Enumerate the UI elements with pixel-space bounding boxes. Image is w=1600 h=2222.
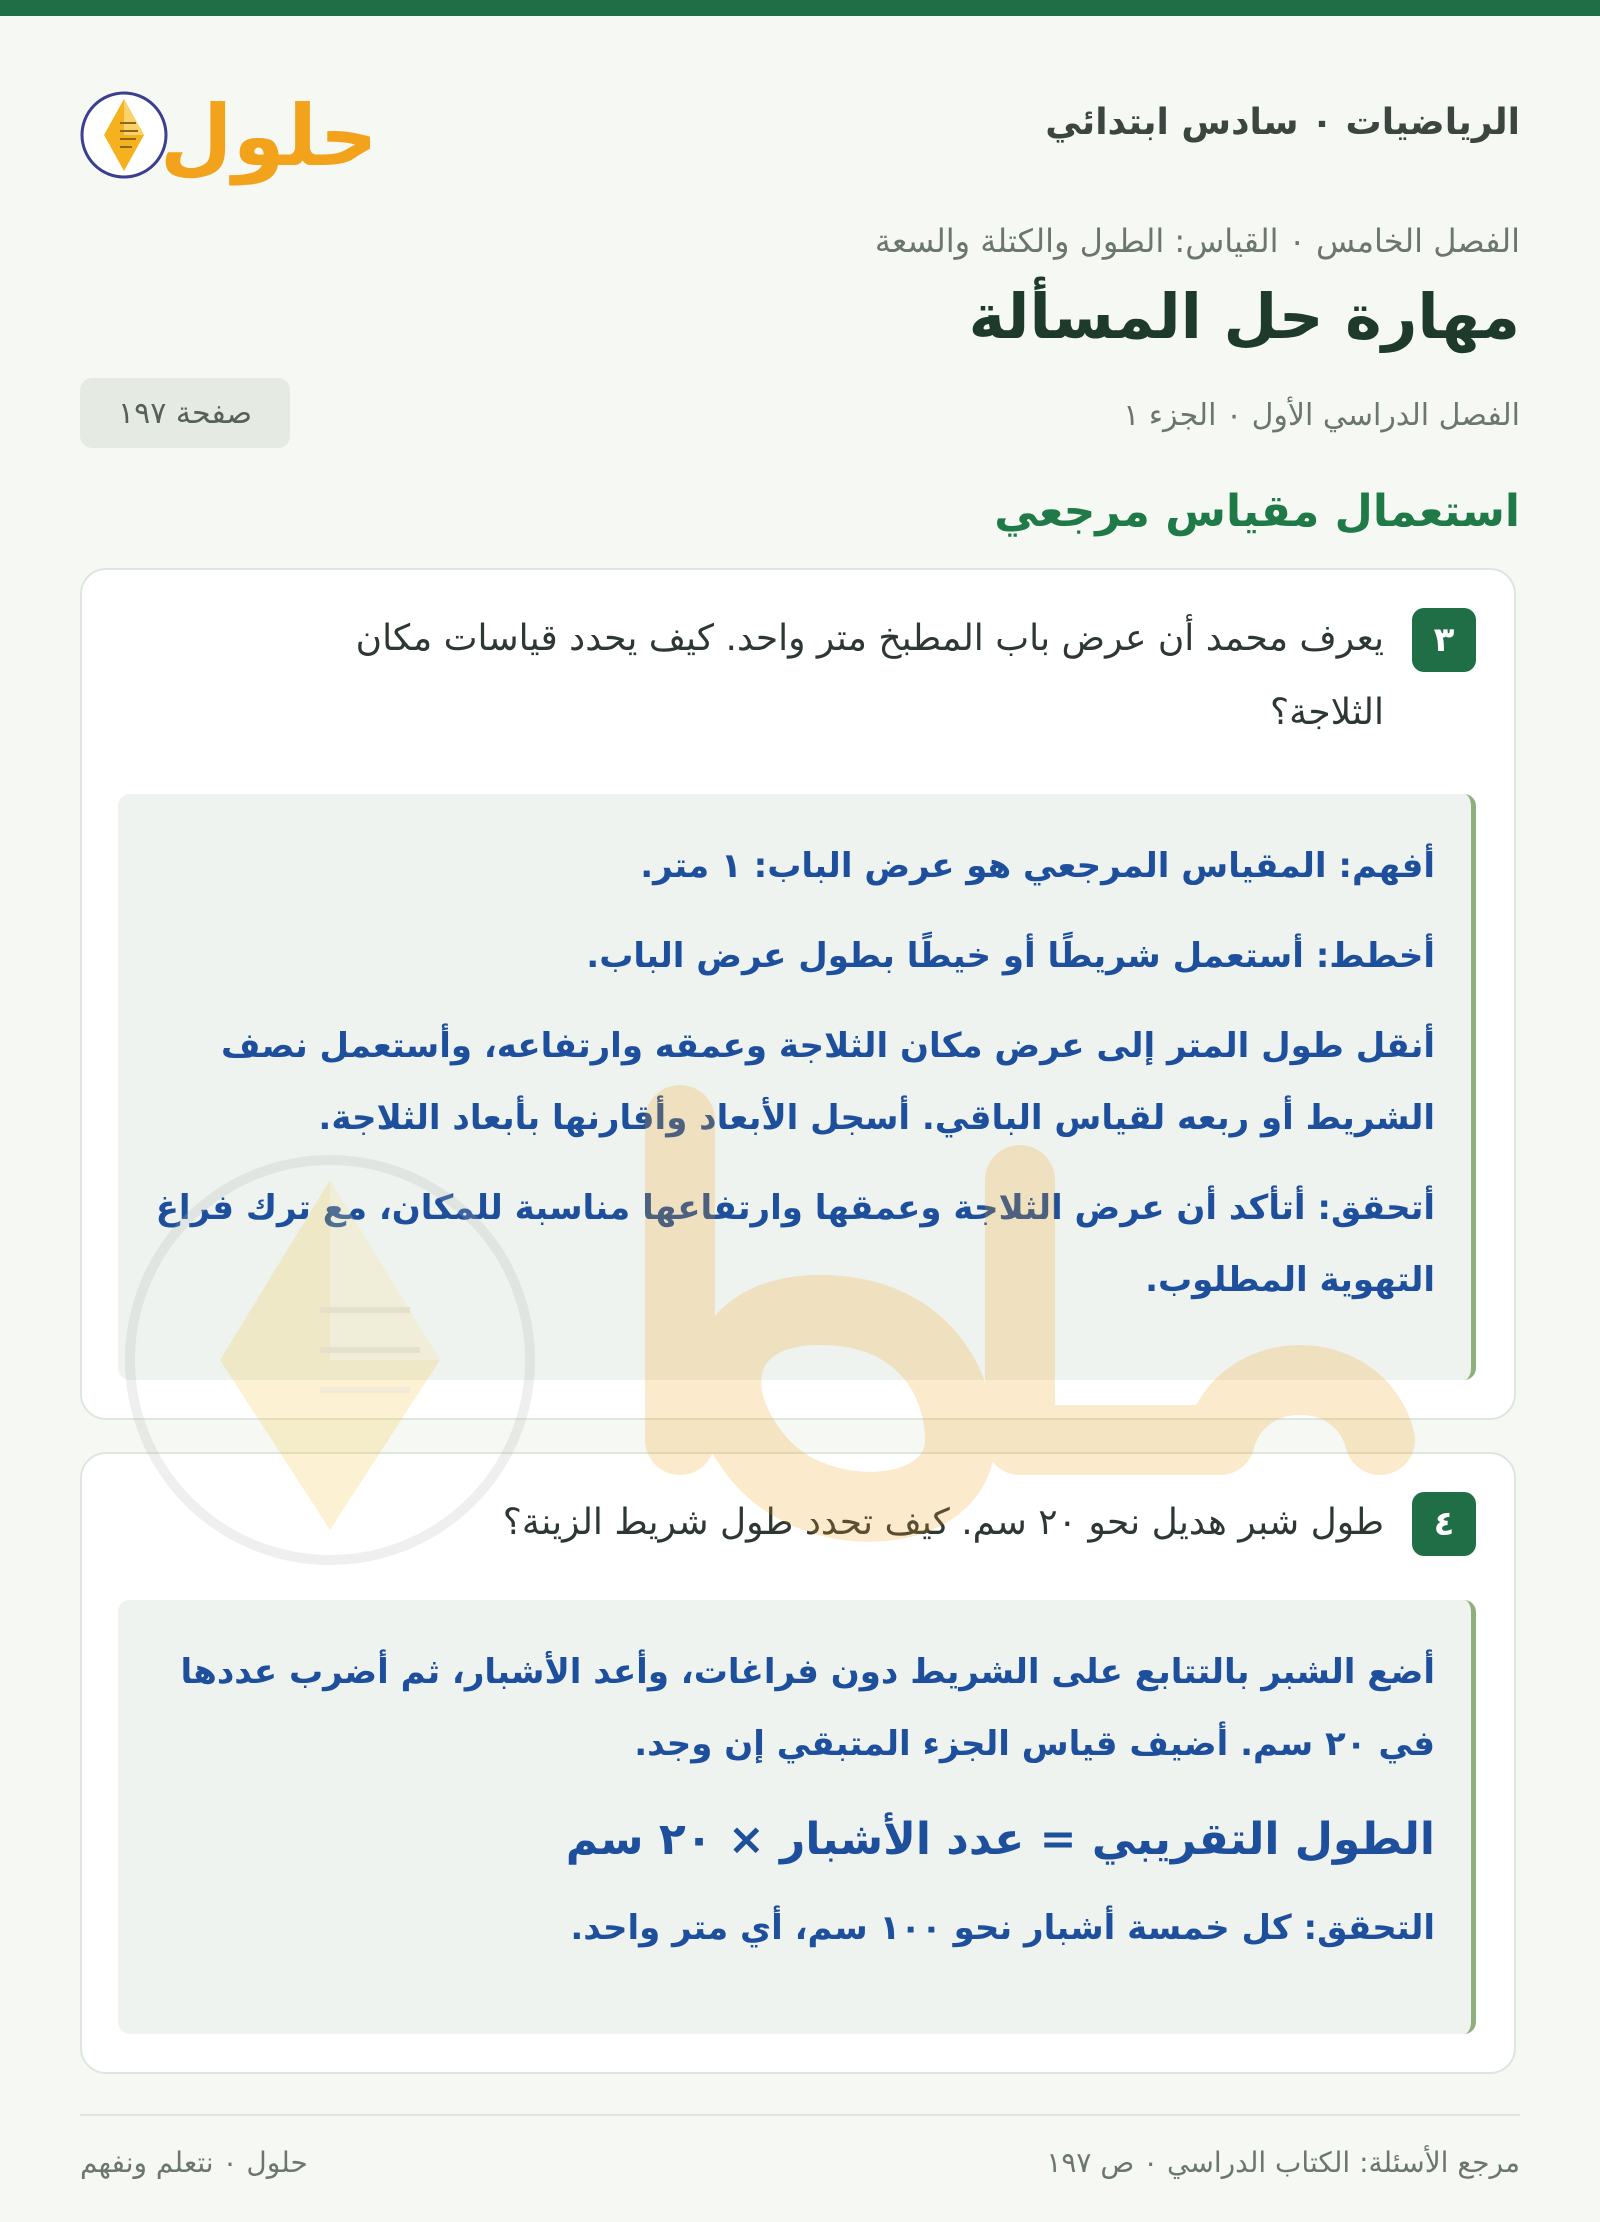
answer-method: أضع الشبر بالتتابع على الشريط دون فراغات، وأعد الأشبار، ثم أضرب عددها في ٢٠ سم. أضيف قياس الجزء المتبقي إن وجد. xyxy=(180,1652,1435,1764)
answer-solve: أنقل طول المتر إلى عرض مكان الثلاجة وعمقه وارتفاعه، وأستعمل نصف الشريط أو ربعه لقياس الباقي. أسجل الأبعاد وأقارنها بأبعاد الثلاجة. xyxy=(220,1026,1435,1138)
footer-divider xyxy=(80,2114,1520,2116)
answer-box xyxy=(118,1600,1476,2034)
question-card-4 xyxy=(80,1452,1516,2074)
chapter-subtitle: الفصل الخامس ٠ القياس: الطول والكتلة والسعة xyxy=(874,222,1520,260)
subject-label: الرياضيات ٠ سادس ابتدائي xyxy=(1045,102,1520,143)
footer-tagline: حلول ٠ نتعلم ونفهم xyxy=(80,2146,308,2179)
question-number-badge: ٤ xyxy=(1412,1492,1476,1556)
answer-check: التحقق: كل خمسة أشبار نحو ١٠٠ سم، أي متر واحد. xyxy=(570,1908,1435,1948)
hulul-logo[interactable] xyxy=(80,65,370,195)
answer-box xyxy=(118,794,1476,1380)
top-accent-bar xyxy=(0,0,1600,16)
answer-check: أتحقق: أتأكد أن عرض الثلاجة وعمقها وارتفاعها مناسبة للمكان، مع ترك فراغ التهوية المطلوب. xyxy=(155,1188,1435,1300)
question-card-3 xyxy=(80,568,1516,1420)
question-number-badge: ٣ xyxy=(1412,608,1476,672)
page-number-badge: صفحة ١٩٧ xyxy=(80,378,290,448)
answer-formula: الطول التقريبي = عدد الأشبار × ٢٠ سم xyxy=(565,1814,1435,1865)
answer-understand: أفهم: المقياس المرجعي هو عرض الباب: ١ متر. xyxy=(640,846,1435,886)
logo-wordmark: حلول xyxy=(159,87,370,185)
page-header xyxy=(80,60,1520,200)
question-text: يعرف محمد أن عرض باب المطبخ متر واحد. كيف يحدد قياسات مكان الثلاجة؟ xyxy=(355,618,1384,733)
question-text: طول شبر هديل نحو ٢٠ سم. كيف تحدد طول شريط الزينة؟ xyxy=(502,1502,1384,1543)
footer-reference: مرجع الأسئلة: الكتاب الدراسي ٠ ص ١٩٧ xyxy=(1046,2146,1520,2179)
semester-label: الفصل الدراسي الأول ٠ الجزء ١ xyxy=(1123,398,1520,433)
book-diamond-icon xyxy=(80,65,370,195)
page-title: مهارة حل المسألة xyxy=(968,280,1520,353)
answer-plan: أخطط: أستعمل شريطًا أو خيطًا بطول عرض الباب. xyxy=(586,936,1435,976)
section-heading: استعمال مقياس مرجعي xyxy=(994,486,1520,537)
